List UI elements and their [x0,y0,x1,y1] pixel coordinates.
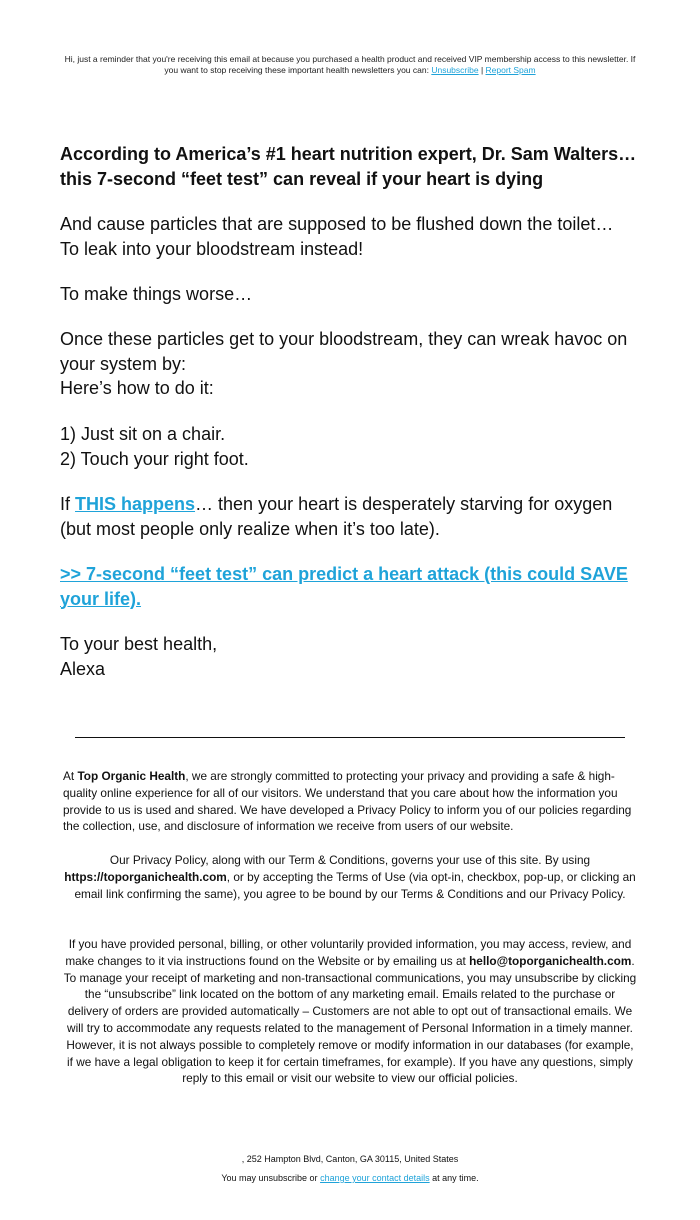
test-result-line-1: … then your heart is desperately starving for oxygen [195,494,613,514]
paragraph-havoc-line-3: Here’s how to do it: [60,378,214,398]
signoff [60,632,645,681]
privacy-3-text: . To manage your receipt of marketing and non-transactional communications, you may unsubscribe by clicking the “unsubscribe” link located on the bottom of any marketing email. Emails related to the purchase or delivery of orders are provided automatically – Customers are not able to opt out of transactional emails. We will try to accommodate any requests related to the management of Personal Information in a timely manner. However, it is not always possible to completely remove or modify information in our databases (for example, if we have a legal obligation to keep it for certain timeframes, for example). If you have any questions, simply reply to this email or visit our website to view our official policies. [63,953,637,1086]
notice-text: Hi, just a reminder that you're receiving this email at because you purchased a health product and received VIP membership access to this newsletter. If you want to stop receiving these important health newsletters you can: [64,54,636,75]
step-2: 2) Touch your right foot. [60,448,249,469]
steps-list [60,422,645,471]
paragraph-havoc-line-1: Once these particles get to your bloodstream, they can wreak havoc on [60,329,628,349]
paragraph-havoc [60,327,645,401]
headline [60,142,645,191]
paragraph-havoc-line-2: your system by: [60,353,187,374]
contact-email: hello@toporganichealth.com [469,953,632,968]
paragraph-test-result [60,492,645,541]
paragraph-worse: To make things worse… [60,284,253,304]
change-contact-details-link[interactable]: change your contact details [320,1173,430,1183]
headline-line-1: According to America’s #1 heart nutrition expert, Dr. Sam Walters… [60,144,637,164]
paragraph-particles-line-1: And cause particles that are supposed to be flushed down the toilet… [60,214,614,234]
signature: Alexa [60,658,106,679]
cta-line-2: your life). [60,588,142,609]
test-result-line-2: (but most people only realize when it’s too late). [60,518,440,539]
privacy-1-text: , we are strongly committed to protecting your privacy and providing a safe & high-quality online experience for all of our visitors. We understand that you care about how the information you provide to us is used and shared. We have developed a Privacy Policy to inform you of our policies regarding the collection, use, and disclosure of information we receive from users of our website. [63,769,632,834]
test-result-prefix: If [60,494,76,514]
unsub-prefix: You may unsubscribe or [221,1173,321,1183]
divider [75,737,625,738]
headline-line-2: this 7-second “feet test” can reveal if your heart is dying [60,168,544,189]
step-1: 1) Just sit on a chair. [60,424,226,444]
privacy-paragraph-2 [63,852,637,902]
unsub-suffix: at any time. [429,1173,479,1183]
notice-separator: | [478,65,486,75]
privacy-2-text: , or by accepting the Terms of Use (via opt-in, checkbox, pop-up, or clicking an email link confirming the same), you agree to be bound by our Terms & Conditions and our Privacy Policy. [74,869,636,901]
report-spam-link[interactable]: Report Spam [485,65,536,75]
paragraph-particles-line-2: To leak into your bloodstream instead! [60,238,364,259]
feet-test-cta-link[interactable] [60,564,628,609]
paragraph-particles [60,212,645,261]
unsubscribe-line [0,1172,700,1184]
privacy-paragraph-1 [63,768,637,835]
privacy-3-prefix: If you have provided personal, billing, or other voluntarily provided information, you may access, review, and make changes to it via instructions found on the Website or by emailing us at [65,937,632,968]
website-url: https://toporganichealth.com [64,869,227,884]
cta-paragraph [60,562,645,611]
this-happens-link[interactable]: THIS happens [75,494,196,514]
signoff-text: To your best health, [60,634,218,654]
subscription-notice [60,54,640,76]
privacy-paragraph-3 [63,936,637,1087]
privacy-1-prefix: At [63,769,78,783]
unsubscribe-link[interactable]: Unsubscribe [431,65,479,75]
cta-line-1: >> 7-second “feet test” can predict a heart attack (this could SAVE [60,564,628,584]
company-name: Top Organic Health [77,769,186,783]
privacy-2-prefix: Our Privacy Policy, along with our Term & Conditions, governs your use of this site. By using [109,853,591,867]
postal-address: , 252 Hampton Blvd, Canton, GA 30115, United States [241,1154,459,1164]
